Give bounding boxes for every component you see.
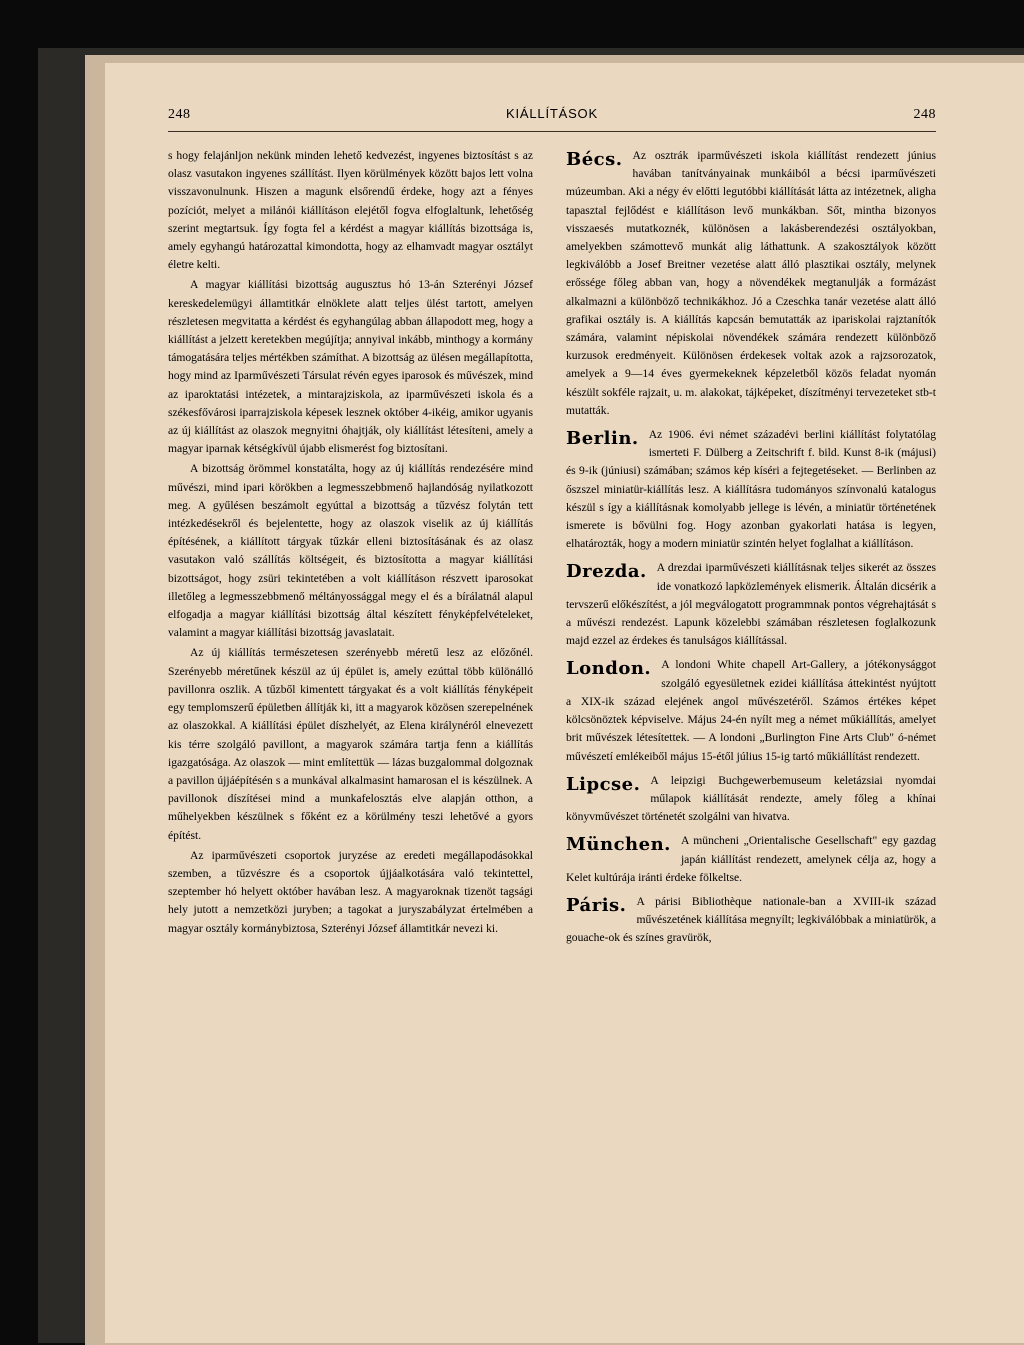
- news-entry: [566, 147, 936, 420]
- entry-text: Az 1906. évi német századévi berlini kiállítást folytatólag ismerteti F. Dülberg a Zeitschrift f. bild. Kunst 8-ik (májusi) és 9-ik (júniusi) számában; számos kép kíséri a fejtegetéseket. — Berlinben az őszszel miniatür-kiállítás lesz. A kiállításra tudományos színvonalú katalogus készül s így a kiállításnak komolyabb jellege is lévén, a miniatür történetének ismerete is bővülni fog. Hogy azonban gyakorlati hatása is legyen, elhatározták, hogy a modern miniatür szintén helyet foglalhat a kiállításon.: [566, 428, 936, 551]
- city-heading: Páris.: [566, 894, 627, 916]
- paragraph: A magyar kiállítási bizottság augusztus hó 13-án Szterényi József kereskedelemügyi államtitkár elnöklete alatt teljes ülést tartott, amelyen részletesen megvitatta a kérdést és egyhangúlag abban állapodott meg, hogy a kiállítást a jelzett keretekben megújítja; annyival inkább, minthogy a kormány támogatására teljes mértékben számíthat. A bizottság az ülésen megállapította, hogy mind az Iparművészeti Társulat révén egyes iparosok és művészek, mind az iparoktatási intézetek, a mintarajziskola, az iparművészeti iskola és a székesfővárosi iparrajziskola képesek lesznek október 4-ikéig, amikor ugyanis az új kiállítást az olaszok megnyitni óhajtják, oly kiállítást létesíteni, amely a magyar iparnak kétségkívül újabb elismerést fog biztosítani.: [168, 278, 533, 456]
- news-entry: [566, 832, 936, 887]
- header-rule: [168, 131, 936, 132]
- running-head: [168, 106, 936, 123]
- paragraph: Az iparművészeti csoportok juryzése az eredeti megállapodásokkal szemben, a tűzvészre és a csoportok újjáalkotására való tekintettel, szeptember hó helyett október havában lesz. A magyaroknak tizenöt tagsági hely jutott a nemzetközi juryben; a tagokat a juryszabályzat értelmében a magyar osztály kormánybiztosa, Szterényi József államtitkár nevezi ki.: [168, 848, 533, 935]
- entry-text: A leipzigi Buchgewerbemuseum keletázsiai nyomdai műlapok kiállítását rendezte, amely főleg a khínai könyvművészet történetét szolgálni van hivatva.: [566, 773, 936, 824]
- news-entry: [566, 559, 936, 650]
- running-title: KIÁLLÍTÁSOK: [506, 106, 598, 121]
- entry-text: A londoni White chapell Art-Gallery, a jótékonysággot szolgáló egyesületnek ezidei kiállítása áttekintést nyújtott a XIX-ik század elejének angol művészetéről. Számos értékes képet kölcsönöztek képviselve. Május 24-én nyílt meg a német műkiállítás, amelyet brit művészek létesítettek. — A londoni „Burlington Fine Arts Club" ó-német művészetí emlékeiből május 15-étől július 15-ig tartó műkiállítást rendezett.: [566, 658, 936, 763]
- news-entry: [566, 893, 936, 948]
- paragraph: Az új kiállítás természetesen szerényebb méretű lesz az előzőnél. Szerényebb méretűnek készül az új épület is, amely ezúttal több különálló pavillonra oszlik. A tűzből kimentett tárgyakat és a volt kiállítás fényképeit egy templomszerű épületben állítják ki, itt a magyarok közösen szerepelnének az olaszokkal. A kiállítási épület díszhelyét, az Elena királynéról elnevezett kis térre szolgáló pavillont, a magyarok számára tartja fenn a kiállítás igazgatósága. Az olaszok — mint említettük — lázas buzgalommal dolgoznak a pavillon újjáépítésén s a munkával alkalmasint hamarosan el is készülnek. A pavillonok díszítései mind a munkafelosztás elve alapján otthon, a műhelyekben készülnek s főként ez a körülmény teszi lehetővé a gyors építést.: [168, 646, 533, 842]
- news-entry: [566, 426, 936, 553]
- right-column: [566, 147, 936, 954]
- page-number-right: 248: [913, 107, 936, 122]
- city-heading: Lipcse.: [566, 773, 641, 795]
- entry-text: A drezdai iparművészeti kiállításnak teljes sikerét az összes ide vonatkozó lapközlemények elismerik. Általán dicsérik a tervszerű előkészítést, a jól megválogatott programmnak pontos végrehajtását s a művészi rendezést. Lapunk közelebbi számában részletesen foglalkozunk majd ezzel az érdekes és tanulságos kiállítással.: [566, 561, 936, 648]
- entry-text: Az osztrák iparművészeti iskola kiállítást rendezett június havában tanítványainak munkáiból a bécsi iparművészeti múzeumban. Aki a négy év előtti legutóbbi kiállítását látta az intézetnek, aligha tapasztal fejlődést e kiállításon levő munkákban. Sőt, mintha bizonyos visszaesés mutatkoznék, különösen a lakásberendezési osztályokban, amelyekben számottevő munkát alig láthattunk. A szakosztályok között legkiválóbb a Josef Breitner vezetése alatt álló plasztikai osztály, melynek erőssége főleg abban van, hogy a növendékek megtanulják a formázást alkalmazni a különböző technikákhoz. Jó a Czeschka tanár vezetése alatt álló grafikai osztály is. A kiállítás kapcsán bemutatták az ipariskolai rajztanítók számára, valamint népiskolai növendékek számára rendezett különböző kurzusok eredményeit. Különösen érdekesek voltak azok a rajzsorozatok, amelyek a 9—14 éves gyermekeknek képzeletből közös feladat nyomán készült sokféle rajzait, u. m. alakokat, tájképeket, díszítményi tervezeteket stb-t mutatták.: [566, 149, 936, 417]
- news-entry: [566, 656, 936, 765]
- city-heading: München.: [566, 834, 671, 856]
- entry-text: A párisi Bibliothèque nationale-ban a XVIII-ik század művészetének kiállítása megnyílt; legkiválóbbak a miniatürök, a gouache-ok és színes gravürök,: [566, 894, 936, 945]
- city-heading: Berlin.: [566, 428, 639, 450]
- news-entry: [566, 772, 936, 827]
- city-heading: London.: [566, 658, 652, 680]
- page-number-left: 248: [168, 107, 191, 122]
- left-column: [168, 147, 533, 940]
- paragraph: A bizottság örömmel konstatálta, hogy az új kiállítás rendezésére mind művészi, mind ipari körökben a legmesszebbmenő hajlandóság nyilatkozott meg. A gyűlésen beszámolt egyúttal a bizottság a tűzvész folytán tett intézkedésekről és bejelentette, hogy az olaszok viselik az új kiállítás építésének, a kiállított tárgyak tűzkár elleni biztosításának és az olasz vasutakon való szállítás költségeit, és biztosította a magyar kiállítási bizottságot, hogy zsüri tekintetében a volt kiállításon részvett iparosokat illetőleg a legmesszebbmenő méltányossággal megy el és a bírálatnál alapul elfogadja a magyar kiállítási bizottság által készített fényképfelvételeket, valamint a magyar kiállítási bizottság javaslatait.: [168, 462, 533, 640]
- entry-text: A müncheni „Orientalische Gesellschaft" egy gazdag japán kiállítást rendezett, amelynek célja az, hogy a Kelet kultúrája iránti érdeke fölkeltse.: [566, 834, 936, 884]
- city-heading: Bécs.: [566, 149, 623, 170]
- paragraph: s hogy felajánljon nekünk minden lehető kedvezést, ingyenes biztosítást s az olasz vasutakon ingyenes szállítást. Ilyen körülmények között bajos lett volna visszavonulnunk. Hiszen a magunk elsőrendű érdeke, hogy azt a fényes pozíciót, melyet a milánói kiállításon elejétől fogva elfoglaltunk, lehetőség szerint megtartsuk. Így fogta fel a kérdést a magyar kiállítás bizottsága is, amely egyhangú határozattal kimondotta, hogy az elhamvadt magyar osztályt életre kelti.: [168, 149, 533, 272]
- city-heading: Drezda.: [566, 561, 647, 583]
